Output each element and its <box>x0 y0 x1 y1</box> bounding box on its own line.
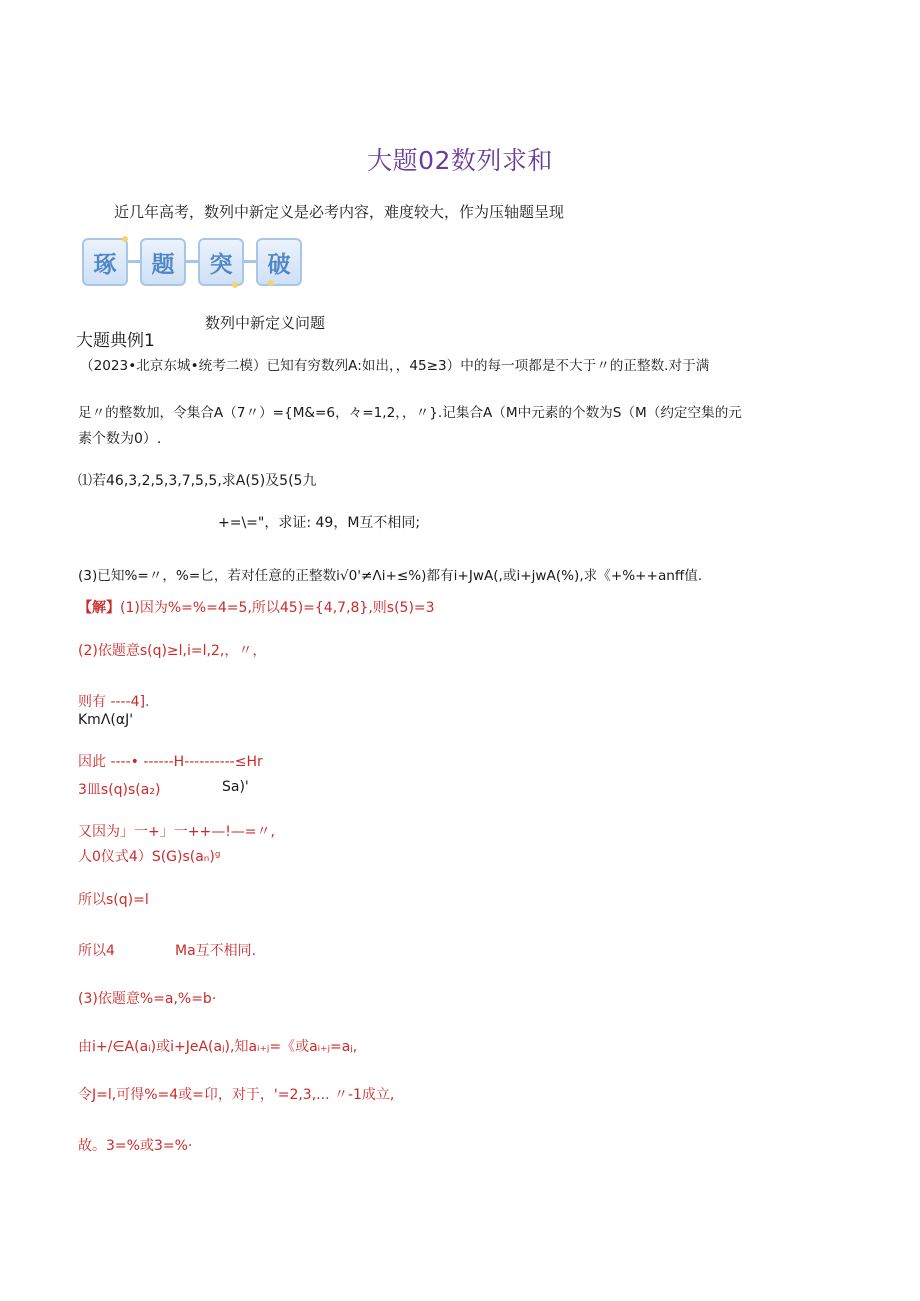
solution-label: 【解】 <box>78 600 120 616</box>
solution-line-8: 人0仪式4）S(G)s(aₙ)ᵍ <box>78 849 221 865</box>
example-label: 大题典例1 <box>76 331 155 351</box>
solution-line-9: 所以s(q)=l <box>78 892 149 908</box>
solution-line-5: 因此 ----• ------H----------≤Hr <box>78 754 263 770</box>
banner-zhuoti-tupo <box>82 236 304 290</box>
solution-line-10a: 所以4 <box>78 943 115 959</box>
solution-line-3: 则有 ----4]. <box>78 694 150 710</box>
problem-line-3: 素个数为0）. <box>78 431 162 447</box>
problem-part-2: +=\="，求证: 49，M互不相同; <box>218 515 421 531</box>
solution-line-14: 故。3=%或3=%· <box>78 1138 193 1154</box>
solution-part-1-text: (1)因为%=%=4=5,所以45)={4,7,8},则s(5)=3 <box>120 600 435 616</box>
banner-tile-3: 突 <box>198 238 244 286</box>
banner-connector <box>128 260 140 263</box>
sparkle-icon <box>232 282 238 288</box>
solution-line-4: KmΛ(αJ' <box>78 712 134 728</box>
banner-tile-1: 琢 <box>82 238 128 286</box>
solution-line-7: 又因为」一+」一++—!—=〃, <box>78 824 275 840</box>
solution-part-2: (2)依题意s(q)≥l,i=l,2,，〃， <box>78 643 267 659</box>
banner-tile-4: 破 <box>256 238 302 286</box>
section-title: 数列中新定义问题 <box>205 314 326 332</box>
problem-line-1: （2023•北京东城•统考二模）已知有穷数列A:如出，，45≥3）中的每一项都是不大于〃的正整数.对于满 <box>80 358 710 374</box>
intro-text: 近几年高考，数列中新定义是必考内容，难度较大，作为压轴题呈现 <box>114 203 565 221</box>
page-title: 大题02数列求和 <box>367 146 553 175</box>
banner-connector <box>244 260 256 263</box>
solution-part-1 <box>78 597 435 617</box>
solution-part-3: (3)依题意%=a,%=b· <box>78 991 217 1007</box>
solution-line-6a: 3皿s(q)s(a₂) <box>78 782 161 798</box>
banner-tile-2: 题 <box>140 238 186 286</box>
banner-connector <box>186 260 198 263</box>
problem-part-3: (3)已知%=〃，%=匕，若对任意的正整数i√0'≠Λi+≤%)都有i+JwA(,或i+jwA(%),求《+%++anff值. <box>78 568 703 584</box>
problem-part-1: ⑴若46,3,2,5,3,7,5,5,求A(5)及5(5九 <box>78 473 317 489</box>
solution-line-6b: Sa)' <box>222 779 249 795</box>
sparkle-icon <box>122 236 128 242</box>
problem-line-2: 足〃的整数加，令集合A（7〃）={M&=6，々=1,2，，〃}.记集合A（M中元素的个数为S（M（约定空集的元 <box>78 405 742 421</box>
solution-line-13: 令J=l,可得%=4或=卬，对于，'=2,3,... 〃-1成立, <box>78 1087 395 1103</box>
sparkle-icon <box>268 280 274 286</box>
solution-line-10b: Ma互不相同. <box>175 943 257 959</box>
solution-line-12: 由i+/∈A(aᵢ)或i+JeA(aⱼ),知aᵢ₊ⱼ=《或aᵢ₊ⱼ=aⱼ, <box>78 1039 358 1055</box>
